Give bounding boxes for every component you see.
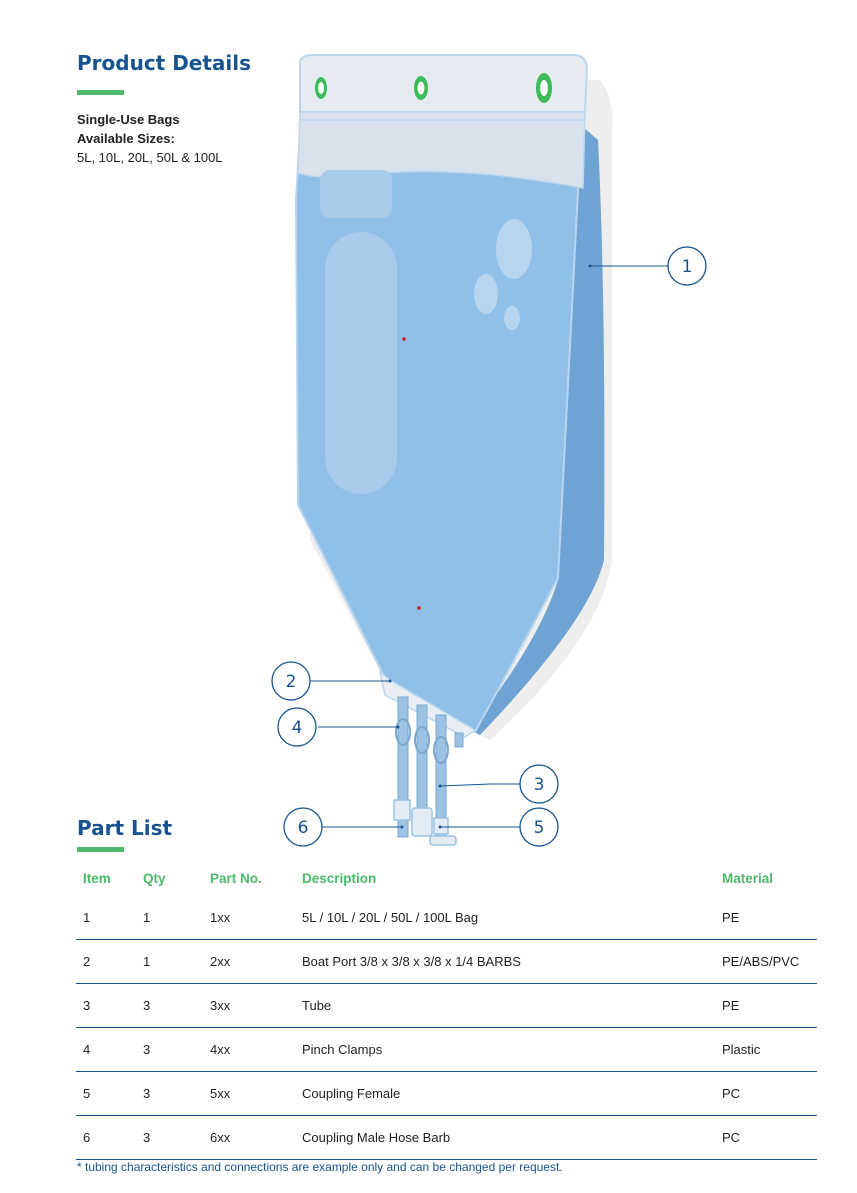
cell-description: Boat Port 3/8 x 3/8 x 3/8 x 1/4 BARBS <box>295 940 715 984</box>
cell-description: Coupling Male Hose Barb <box>295 1116 715 1160</box>
cell-qty: 3 <box>136 984 203 1028</box>
sizes-label: Available Sizes: <box>77 131 175 146</box>
header-part-no: Part No. <box>210 870 262 886</box>
cell-material: Plastic <box>715 1028 817 1072</box>
header-qty: Qty <box>143 870 166 886</box>
cell-item: 4 <box>76 1028 136 1072</box>
callout-5-label: 5 <box>533 818 545 838</box>
header-description: Description <box>302 870 377 886</box>
cell-description: 5L / 10L / 20L / 50L / 100L Bag <box>295 896 715 940</box>
callout-3 <box>520 765 558 803</box>
callout-1 <box>668 247 706 285</box>
bag-highlight <box>325 232 397 494</box>
callout-6 <box>284 808 322 846</box>
cell-part-no: 2xx <box>203 940 295 984</box>
callout-5 <box>520 808 558 846</box>
cell-item: 3 <box>76 984 136 1028</box>
cell-part-no: 4xx <box>203 1028 295 1072</box>
parts-header-row <box>76 860 817 896</box>
cell-material: PE <box>715 896 817 940</box>
parts-table <box>76 860 817 1160</box>
callout-6-label: 6 <box>297 818 309 838</box>
callout-2-label: 2 <box>285 672 297 692</box>
footnote: * tubing characteristics and connections are example only and can be changed per request. <box>77 1160 563 1174</box>
cell-description: Coupling Female <box>295 1072 715 1116</box>
cell-qty: 3 <box>136 1028 203 1072</box>
callout-2 <box>272 662 310 700</box>
product-details-title: Product Details <box>77 51 252 75</box>
callout-3-label: 3 <box>533 775 545 795</box>
cell-qty: 1 <box>136 896 203 940</box>
cell-item: 2 <box>76 940 136 984</box>
cell-description: Tube <box>295 984 715 1028</box>
cell-material: PC <box>715 1116 817 1160</box>
cell-part-no: 5xx <box>203 1072 295 1116</box>
product-type: Single-Use Bags <box>77 112 180 127</box>
callout-4 <box>278 708 316 746</box>
table-row <box>76 896 817 940</box>
part-list-underline <box>77 847 124 852</box>
cell-material: PC <box>715 1072 817 1116</box>
table-row <box>76 1028 817 1072</box>
cell-item: 6 <box>76 1116 136 1160</box>
cell-part-no: 1xx <box>203 896 295 940</box>
cell-qty: 3 <box>136 1116 203 1160</box>
table-row <box>76 1116 817 1160</box>
cell-item: 5 <box>76 1072 136 1116</box>
cell-part-no: 3xx <box>203 984 295 1028</box>
header-item: Item <box>83 870 111 886</box>
callout-4-label: 4 <box>291 718 303 738</box>
cell-qty: 3 <box>136 1072 203 1116</box>
table-row <box>76 940 817 984</box>
callout-1-label: 1 <box>681 257 693 277</box>
cell-item: 1 <box>76 896 136 940</box>
cell-part-no: 6xx <box>203 1116 295 1160</box>
table-row <box>76 984 817 1028</box>
table-row <box>76 1072 817 1116</box>
cell-material: PE/ABS/PVC <box>715 940 817 984</box>
cell-material: PE <box>715 984 817 1028</box>
cell-description: Pinch Clamps <box>295 1028 715 1072</box>
part-list-title: Part List <box>77 816 173 840</box>
header-material: Material <box>722 870 774 886</box>
sizes-value: 5L, 10L, 20L, 50L & 100L <box>77 150 223 165</box>
cell-qty: 1 <box>136 940 203 984</box>
